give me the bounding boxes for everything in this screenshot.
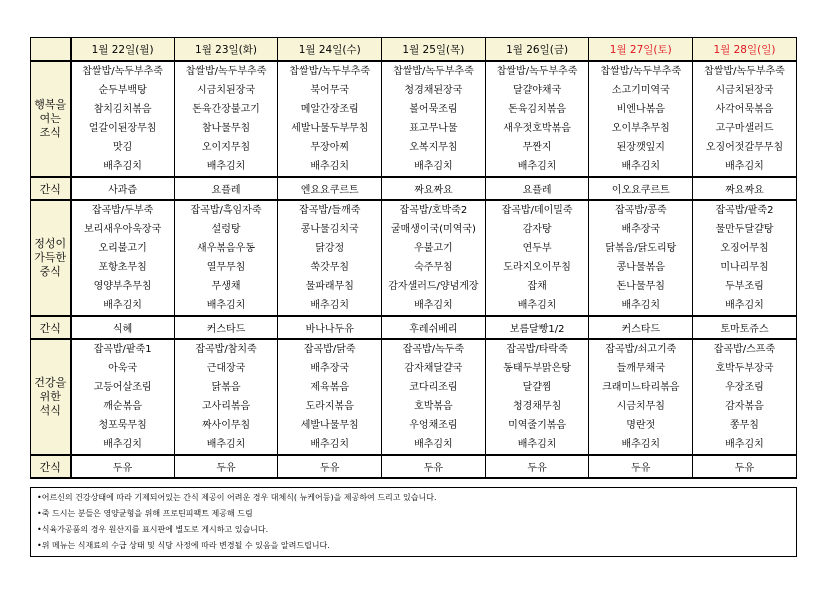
note-line: •어르신의 건강상태에 따라 기제되어있는 간식 제공이 어려운 경우 대체식( 뉴케어등)을 제공하여 드리고 있습니다. [37, 493, 437, 502]
menu-item: 감자볶음 [725, 401, 764, 412]
menu-item: 세발나물두부무침 [291, 123, 369, 134]
menu-item: 감자채달걀국 [404, 363, 463, 374]
menu-item: 배추김치 [414, 161, 453, 172]
meal-label-line: 가득한 [34, 251, 67, 264]
menu-item: 들깨무채국 [616, 363, 665, 374]
dinner-row [31, 339, 797, 455]
day-header: 1월 22일(월) [71, 38, 175, 62]
snack-item: 후레쉬베리 [382, 316, 486, 339]
menu-item: 돈육간장불고기 [192, 104, 260, 115]
menu-item: 오이부추무침 [611, 123, 670, 134]
menu-cell [589, 61, 693, 177]
menu-cell [485, 200, 589, 316]
meal-label-line: 정성이 [34, 237, 67, 250]
menu-item: 호박두부장국 [715, 363, 774, 374]
snack-item: 두유 [485, 455, 589, 478]
menu-item: 배추김치 [621, 439, 661, 450]
menu-item: 굴매생이국(미역국) [390, 224, 476, 235]
menu-item: 소고기미역국 [611, 85, 670, 96]
menu-item: 메알간장조림 [300, 104, 359, 115]
menu-item: 북어무국 [310, 85, 350, 96]
meal-label [31, 339, 71, 455]
snack-item: 두유 [693, 455, 797, 478]
menu-item: 돈나물무침 [616, 281, 665, 292]
snack-label: 간식 [31, 316, 71, 339]
menu-cell [278, 200, 382, 316]
menu-item: 배추김치 [725, 300, 764, 311]
menu-cell [278, 61, 382, 177]
menu-item: 참나물무침 [201, 123, 251, 134]
menu-item: 배추김치 [517, 300, 557, 311]
notes-box [30, 487, 797, 557]
menu-item: 새우볶음우동 [197, 243, 256, 254]
menu-cell [382, 339, 486, 455]
menu-cell [174, 200, 278, 316]
menu-item: 오리불고기 [98, 243, 147, 254]
menu-item: 잡곡밥/참치죽 [195, 344, 257, 355]
meal-label-line: 위한 [39, 390, 61, 403]
menu-item: 돈육김치볶음 [508, 104, 567, 115]
menu-item: 호박볶음 [414, 401, 453, 412]
menu-item: 짜사이무침 [201, 420, 251, 431]
menu-cell [382, 200, 486, 316]
menu-item: 아욱국 [108, 363, 138, 374]
menu-item: 근대장국 [206, 363, 246, 374]
lunch-row [31, 200, 797, 316]
menu-item: 닭강정 [315, 243, 345, 254]
snack-item: 이오요쿠르트 [589, 177, 693, 200]
menu-item: 순두부백탕 [98, 85, 147, 96]
menu-item: 명란젓 [626, 420, 656, 431]
menu-item: 열무무침 [206, 262, 246, 273]
meal-label-line: 중식 [39, 265, 61, 278]
menu-cell [693, 61, 797, 177]
snack-item: 두유 [174, 455, 278, 478]
menu-item: 무장아찌 [310, 142, 350, 153]
weekly-menu-table [30, 37, 797, 479]
snack-item: 바나나두유 [278, 316, 382, 339]
menu-item: 잡채 [527, 281, 547, 292]
menu-item: 오징어젓갈무무침 [705, 142, 784, 153]
snack-row [31, 316, 797, 339]
snack-item: 두유 [382, 455, 486, 478]
menu-cell [71, 61, 175, 177]
menu-item: 배추김치 [206, 300, 246, 311]
menu-item: 시금치무침 [616, 401, 665, 412]
snack-item: 커스타드 [589, 316, 693, 339]
menu-item: 잡곡밥/콩죽 [614, 205, 667, 216]
menu-cell [174, 339, 278, 455]
menu-item: 배추김치 [310, 439, 350, 450]
snack-item: 두유 [278, 455, 382, 478]
menu-item: 찹쌀밥/녹두부추죽 [496, 66, 578, 77]
menu-item: 보리새우아욱장국 [83, 224, 162, 235]
snack-label: 간식 [31, 177, 71, 200]
snack-item: 요플레 [174, 177, 278, 200]
snack-label: 간식 [31, 455, 71, 478]
snack-item: 짜요짜요 [693, 177, 797, 200]
snack-item: 엔요요쿠르트 [278, 177, 382, 200]
day-header: 1월 23일(화) [174, 38, 278, 62]
menu-item: 잡곡밥/닭죽 [303, 344, 356, 355]
menu-item: 시금치된장국 [197, 85, 256, 96]
snack-row [31, 455, 797, 478]
menu-item: 배추김치 [206, 439, 246, 450]
menu-item: 고구마샐러드 [715, 123, 774, 134]
menu-item: 제육볶음 [310, 382, 350, 393]
menu-item: 무생채 [211, 281, 241, 292]
menu-item: 맛김 [112, 142, 133, 153]
meal-label-line: 행복을 [34, 98, 67, 111]
menu-item: 오복지무침 [409, 142, 458, 153]
menu-item: 시금치된장국 [715, 85, 774, 96]
menu-item: 오징어무침 [720, 243, 769, 254]
menu-item: 잡곡밥/스프죽 [713, 344, 776, 355]
menu-item: 잡곡밥/들깨죽 [299, 205, 361, 216]
menu-item: 잡곡밥/타락죽 [506, 344, 568, 355]
menu-item: 배추장국 [310, 363, 350, 374]
menu-item: 청경채무침 [512, 401, 562, 412]
snack-item: 보름달빵1/2 [485, 316, 589, 339]
menu-item: 잡곡밥/흑임자죽 [190, 205, 262, 216]
menu-item: 배추김치 [621, 161, 661, 172]
menu-item: 닭볶음/닭도리탕 [605, 243, 677, 254]
menu-item: 쑥갓무침 [310, 262, 350, 273]
menu-item: 얼갈이된장무침 [88, 123, 157, 134]
menu-item: 배추김치 [103, 439, 142, 450]
menu-item: 배추장국 [621, 224, 661, 235]
menu-item: 숙주무침 [414, 262, 453, 273]
menu-item: 도라지오이무침 [503, 262, 571, 273]
menu-cell [589, 339, 693, 455]
menu-item: 미나리무침 [720, 262, 769, 273]
menu-item: 설렁탕 [211, 224, 241, 235]
menu-cell [174, 61, 278, 177]
menu-cell [589, 200, 693, 316]
menu-item: 영양부추무침 [93, 281, 152, 292]
menu-item: 새우젓호박볶음 [503, 123, 571, 134]
snack-item: 두유 [71, 455, 175, 478]
menu-item: 배추김치 [310, 300, 350, 311]
menu-item: 콩나물김치국 [300, 224, 359, 235]
snack-row [31, 177, 797, 200]
menu-item: 감자탕 [522, 224, 552, 235]
menu-cell [485, 61, 589, 177]
menu-item: 된장깻잎지 [616, 142, 665, 153]
menu-item: 우장조림 [725, 382, 764, 393]
menu-item: 배추김치 [725, 439, 764, 450]
snack-item: 짜요짜요 [382, 177, 486, 200]
menu-item: 청포묵무침 [98, 420, 147, 431]
snack-item: 두유 [589, 455, 693, 478]
note-line: •식육가공품의 경우 원산지를 표시판에 별도로 게시하고 있습니다. [37, 525, 269, 534]
menu-item: 미역줄기볶음 [508, 420, 567, 431]
snack-item: 토마토쥬스 [693, 316, 797, 339]
menu-cell [693, 200, 797, 316]
meal-label-line: 건강을 [34, 376, 67, 389]
menu-item: 잡곡밥/쇠고기죽 [605, 344, 677, 355]
menu-cell [278, 339, 382, 455]
menu-item: 달걀찜 [522, 382, 552, 393]
menu-item: 잡곡밥/팥죽2 [715, 205, 774, 216]
menu-item: 우엉채조림 [409, 420, 458, 431]
menu-item: 두부조림 [725, 281, 764, 292]
menu-item: 배추김치 [517, 439, 557, 450]
menu-item: 달걀야채국 [512, 85, 562, 96]
menu-item: 잡곡밥/호박죽2 [399, 205, 468, 216]
menu-item: 감자샐러드/양념게장 [388, 281, 479, 292]
menu-item: 잡곡밥/데이밀죽 [501, 205, 573, 216]
snack-item: 식혜 [71, 316, 175, 339]
meal-label [31, 61, 71, 177]
menu-item: 사각어묵볶음 [715, 104, 774, 115]
meal-label-line: 여는 [39, 112, 61, 125]
snack-item: 커스타드 [174, 316, 278, 339]
menu-item: 물만두달걀탕 [715, 224, 774, 235]
menu-item: 찹쌀밥/녹두부추죽 [600, 66, 682, 77]
menu-item: 배추김치 [725, 161, 764, 172]
day-header: 1월 26일(금) [485, 38, 589, 62]
menu-item: 청경채된장국 [404, 85, 463, 96]
menu-item: 찹쌀밥/녹두부추죽 [82, 66, 163, 77]
menu-item: 고사리볶음 [201, 401, 251, 412]
menu-item: 무짠지 [522, 142, 552, 153]
menu-item: 오이지무침 [201, 142, 251, 153]
menu-item: 잡곡밥/두부죽 [91, 205, 154, 216]
meal-label-line: 조식 [39, 126, 61, 139]
menu-item: 코다리조림 [409, 382, 458, 393]
menu-item: 동태두부맑은탕 [503, 363, 571, 374]
menu-item: 고등어살조림 [93, 382, 152, 393]
menu-item: 배추김치 [517, 161, 557, 172]
breakfast-row [31, 61, 797, 177]
menu-item: 참치김치볶음 [93, 104, 152, 115]
meal-label-line: 석식 [39, 404, 61, 417]
menu-item: 배추김치 [414, 300, 453, 311]
note-line: •죽 드시는 분들은 영양균형을 위해 프로틴피팩트 제공해 드림 [37, 509, 253, 518]
menu-item: 배추김치 [310, 161, 350, 172]
menu-item: 잡곡밥/녹두죽 [402, 344, 465, 355]
menu-item: 찹쌀밥/녹두부추죽 [393, 66, 474, 77]
note-line: •위 메뉴는 식재료의 수급 상태 및 식당 사정에 따라 변경될 수 있음을 알려드립니다. [37, 541, 330, 550]
menu-item: 배추김치 [206, 161, 246, 172]
menu-item: 도라지볶음 [305, 401, 354, 412]
menu-item: 연두부 [522, 243, 552, 254]
menu-item: 세발나물무침 [300, 420, 359, 431]
menu-cell [71, 200, 175, 316]
menu-cell [693, 339, 797, 455]
menu-item: 깨순볶음 [103, 401, 142, 412]
menu-item: 배추김치 [103, 300, 142, 311]
day-header: 1월 24일(수) [278, 38, 382, 62]
menu-item: 볼어묵조림 [409, 104, 458, 115]
menu-item: 콩나물볶음 [616, 262, 665, 273]
day-header: 1월 28일(일) [693, 38, 797, 62]
menu-item: 표고무나물 [409, 123, 458, 134]
snack-item: 요플레 [485, 177, 589, 200]
menu-item: 비엔나볶음 [616, 104, 665, 115]
menu-item: 크래미느타리볶음 [602, 382, 680, 393]
day-header-row [31, 38, 797, 62]
meal-label [31, 200, 71, 316]
menu-item: 배추김치 [414, 439, 453, 450]
menu-item: 포항초무침 [98, 262, 147, 273]
menu-item: 찹쌀밥/녹두부추죽 [185, 66, 267, 77]
menu-item: 배추김치 [621, 300, 661, 311]
day-header: 1월 25일(목) [382, 38, 486, 62]
menu-item: 찹쌀밥/녹두부추죽 [704, 66, 785, 77]
menu-cell [485, 339, 589, 455]
snack-item: 사과즙 [71, 177, 175, 200]
menu-item: 잡곡밥/팥죽1 [93, 344, 152, 355]
menu-cell [71, 339, 175, 455]
menu-item: 우불고기 [414, 243, 453, 254]
menu-item: 닭볶음 [211, 382, 241, 393]
corner-cell [31, 38, 71, 62]
menu-item: 찹쌀밥/녹두부추죽 [289, 66, 371, 77]
menu-item: 물파래무침 [305, 281, 354, 292]
menu-item: 배추김치 [103, 161, 142, 172]
menu-item: 쫑무침 [729, 420, 759, 431]
day-header: 1월 27일(토) [589, 38, 693, 62]
menu-cell [382, 61, 486, 177]
